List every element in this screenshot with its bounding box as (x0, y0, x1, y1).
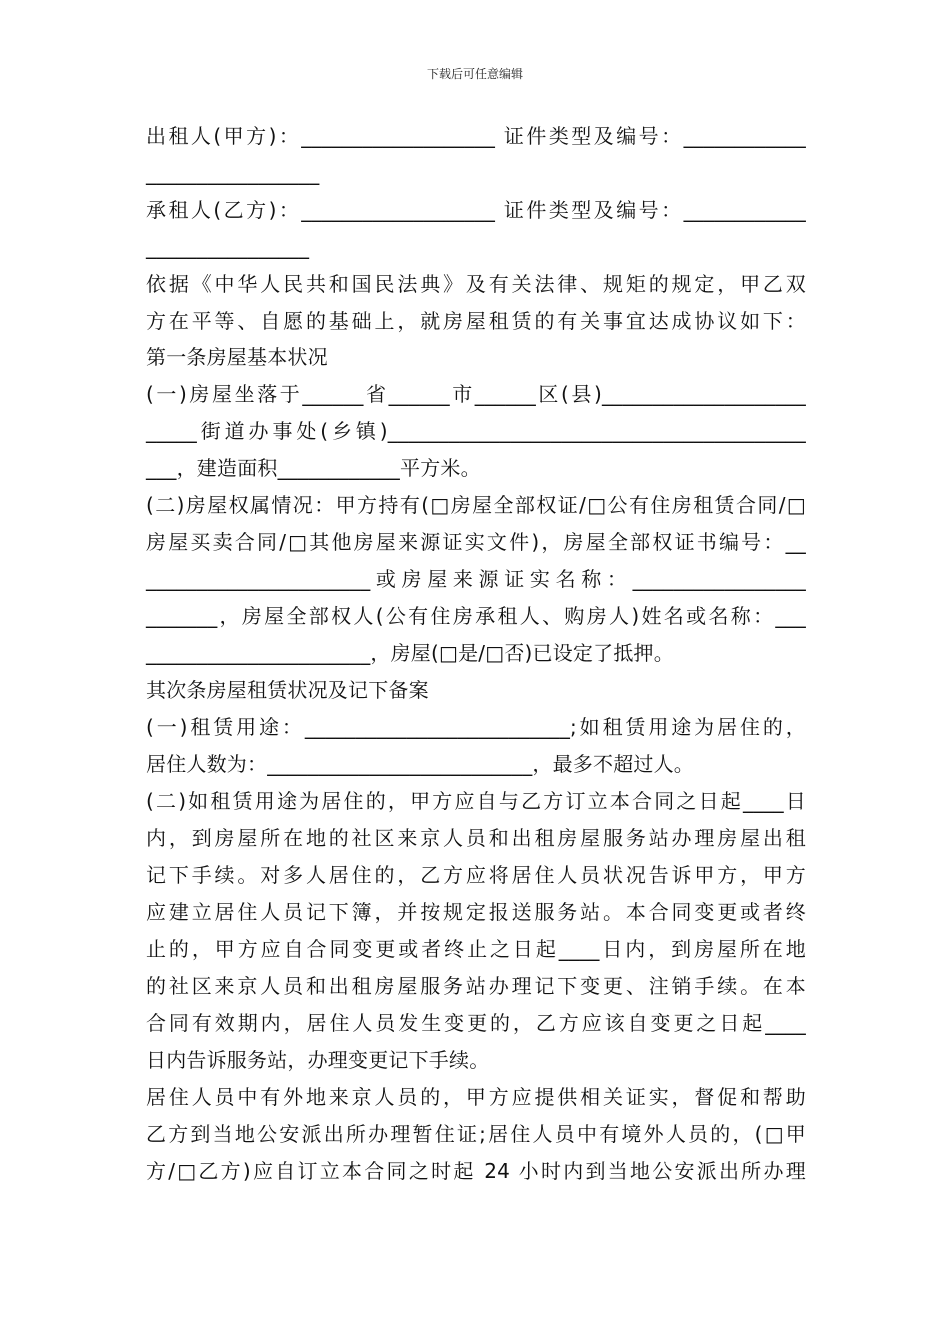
article-2-item-2-line-4: 应建立居住人员记下簿，并按规定报送服务站。本合同变更或者终 (146, 900, 806, 924)
article-2-heading: 其次条房屋租赁状况及记下备案 (146, 678, 429, 702)
article-2-item-2-line-6: 的社区来京人员和出租房屋服务站办理记下变更、注销手续。在本 (146, 974, 806, 998)
article-2-item-2-line-7: 合同有效期内，居住人员发生变更的，乙方应该自变更之日起____ (146, 1011, 806, 1035)
page-header-note: 下载后可任意编辑 (426, 67, 523, 81)
article-1-heading: 第一条房屋基本状况 (146, 345, 328, 369)
lessee-line: 承租人(乙方)：___________________ 证件类型及编号：____________ (146, 198, 807, 222)
article-2-item-1-line-2: 居住人数为：__________________________，最多不超过人。 (146, 752, 694, 776)
residents-para-line-1: 居住人员中有外地来京人员的，甲方应提供相关证实，督促和帮助 (146, 1085, 806, 1109)
preamble-line-2: 方在平等、自愿的基础上，就房屋租赁的有关事宜达成协议如下： (146, 309, 806, 333)
article-1-item-2-line-4: _______，房屋全部权人(公有住房承租人、购房人)姓名或名称：___ (146, 604, 806, 628)
article-2-item-2-line-5: 止的，甲方应自合同变更或者终止之日起____日内，到房屋所在地 (146, 937, 806, 961)
residents-para-line-3: 方/□乙方)应自订立本合同之时起 24 小时内到当地公安派出所办理 (146, 1159, 806, 1183)
article-1-item-1-line-2: _____街道办事处(乡镇)_________________________________________ (146, 419, 806, 443)
article-2-item-2-line-3: 记下手续。对多人居住的，乙方应将居住人员状况告诉甲方，甲方 (146, 863, 806, 887)
article-1-item-2-line-3: ______________________或房屋来源证实名称：_________________ (146, 567, 806, 591)
article-1-item-1-line-3: ___，建造面积____________平方米。 (146, 456, 481, 480)
article-2-item-2-line-2: 内，到房屋所在地的社区来京人员和出租房屋服务站办理房屋出租 (146, 826, 806, 850)
article-2-item-1-line-1: (一)租赁用途：__________________________;如租赁用途为居住的， (146, 715, 806, 739)
article-1-item-2-line-5: ______________________，房屋(□是/□否)已设定了抵押。 (146, 641, 674, 665)
article-1-item-1-line-1: (一)房屋坐落于______省______市______区(县)____________________ (146, 382, 806, 406)
lessor-line-cont: _________________ (146, 161, 320, 185)
article-2-item-2-line-1: (二)如租赁用途为居住的，甲方应自与乙方订立本合同之日起____日 (146, 789, 806, 813)
article-2-item-2-line-8: 日内告诉服务站，办理变更记下手续。 (146, 1048, 490, 1072)
article-1-item-2-line-2: 房屋买卖合同/□其他房屋来源证实文件)，房屋全部权证书编号：__ (146, 530, 806, 554)
preamble-line-1: 依据《中华人民共和国民法典》及有关法律、规矩的规定，甲乙双 (146, 272, 806, 296)
lessor-line: 出租人(甲方)：___________________ 证件类型及编号：____________ (146, 124, 807, 148)
residents-para-line-2: 乙方到当地公安派出所办理暂住证;居住人员中有境外人员的，(□甲 (146, 1122, 806, 1146)
article-1-item-2-line-1: (二)房屋权属情况：甲方持有(□房屋全部权证/□公有住房租赁合同/□ (146, 493, 806, 517)
lessee-line-cont: ________________ (146, 235, 310, 259)
